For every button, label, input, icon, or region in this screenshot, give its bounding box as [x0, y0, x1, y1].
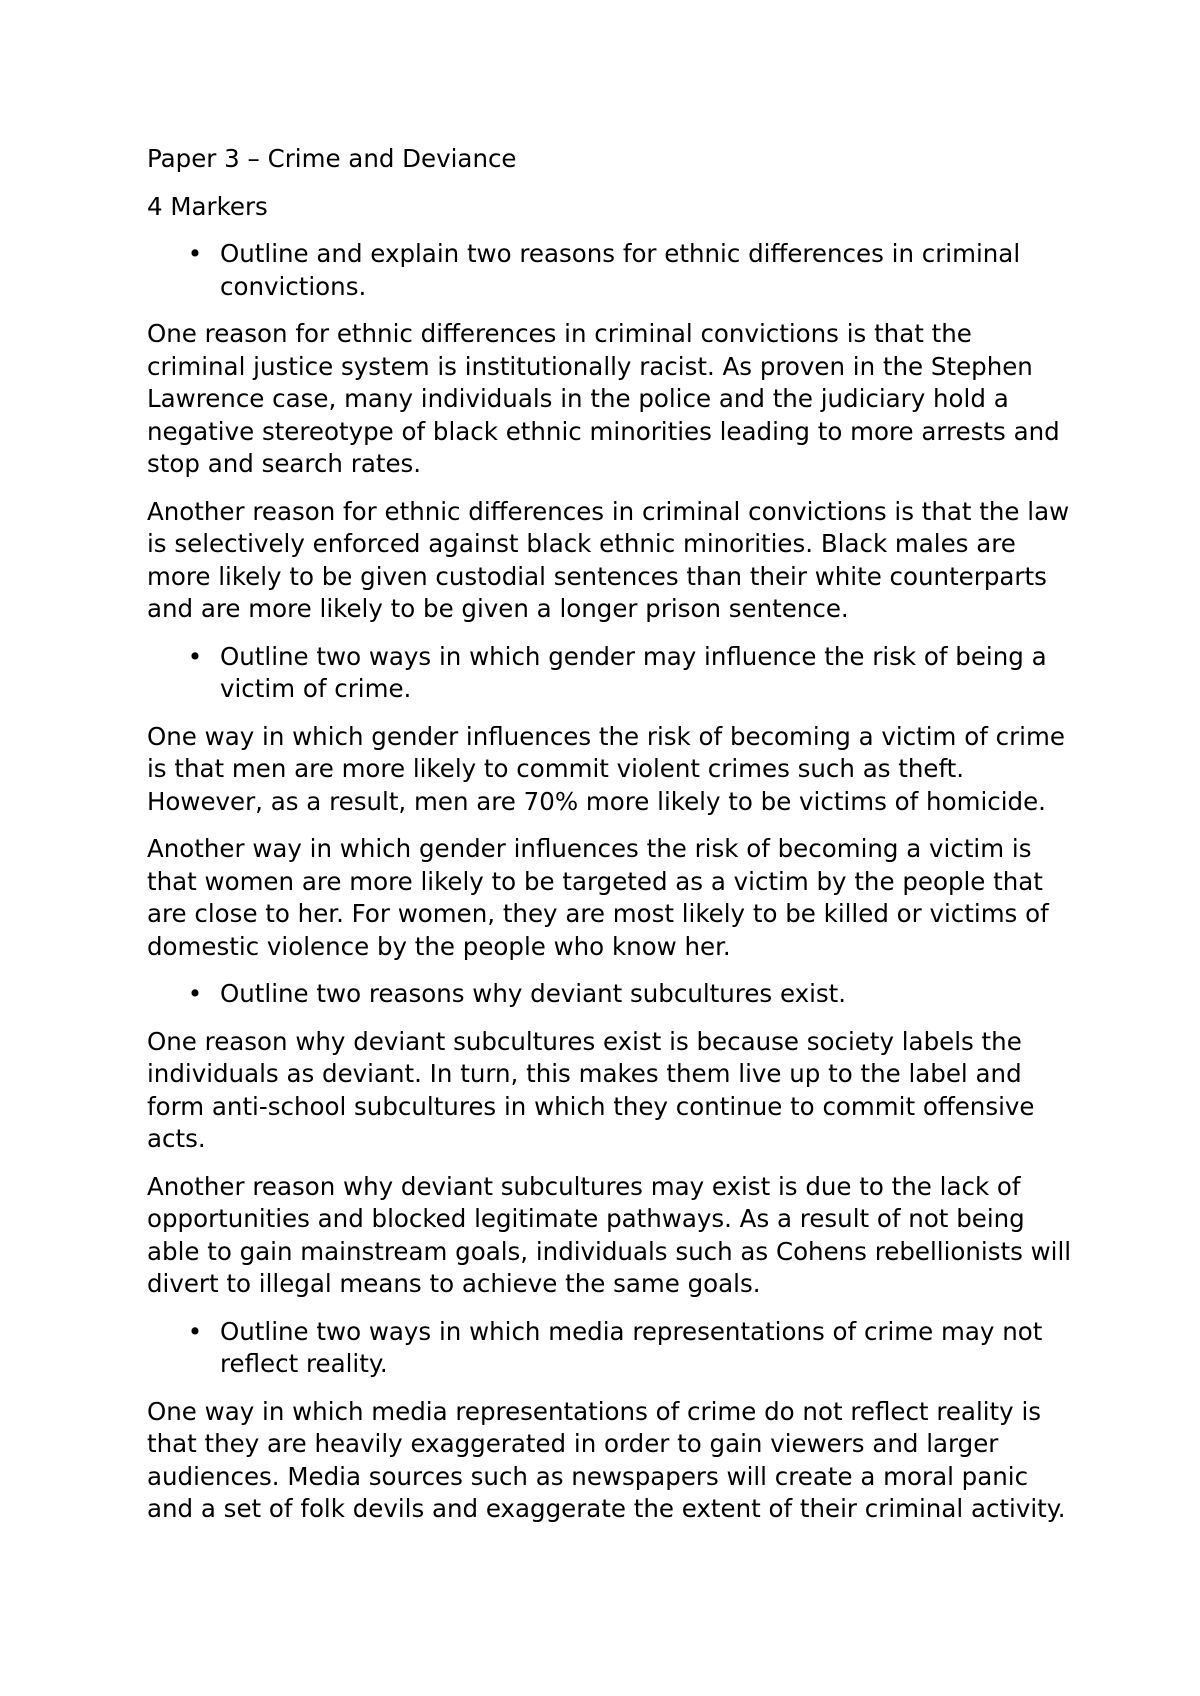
question-text: Outline and explain two reasons for ethnic differences in criminal convictions.	[220, 239, 1021, 301]
question-1	[147, 238, 1072, 303]
bullet-icon: •	[187, 239, 203, 268]
question-4	[147, 1316, 1072, 1381]
bullet-icon: •	[187, 641, 203, 671]
section-heading: 4 Markers	[147, 191, 268, 221]
answer-paragraph: One way in which media representations of crime do not reflect reality is that they are heavily exaggerated in order to gain viewers and larger audiences. Media sources such as newspapers will create a moral panic and a set of folk devils and exaggerate the extent of their criminal activity.	[147, 1396, 1066, 1523]
question-text: Outline two ways in which media representations of crime may not reflect reality.	[220, 1316, 1043, 1378]
document-title: Paper 3 – Crime and Deviance	[147, 144, 517, 173]
answer-paragraph: One way in which gender influences the risk of becoming a victim of crime is that men are more likely to commit violent crimes such as theft. However, as a result, men are 70% more likely to be victims of homicide.	[147, 721, 1065, 816]
answer-paragraph: Another reason for ethnic differences in criminal convictions is that the law is selectively enforced against black ethnic minorities. Black males are more likely to be given custodial sentences than their white counterparts and are more likely to be given a longer prison sentence.	[147, 496, 1070, 623]
question-2	[147, 641, 1072, 706]
question-text: Outline two ways in which gender may influence the risk of being a victim of crime.	[220, 641, 1047, 703]
bullet-icon: •	[187, 979, 203, 1008]
answer-paragraph: One reason for ethnic differences in criminal convictions is that the criminal justice system is institutionally racist. As proven in the Stephen Lawrence case, many individuals in the police and the judiciary hold a negative stereotype of black ethnic minorities leading to more arrests and stop and search rates.	[147, 319, 1060, 478]
answer-paragraph: One reason why deviant subcultures exist is because society labels the individuals as deviant. In turn, this makes them live up to the label and form anti-school subcultures in which they continue to commit offensive acts.	[147, 1026, 1035, 1153]
answer-paragraph: Another reason why deviant subcultures may exist is due to the lack of opportunities and blocked legitimate pathways. As a result of not being able to gain mainstream goals, individuals such as Cohens rebellionists will divert to illegal means to achieve the same goals.	[147, 1171, 1072, 1298]
answer-paragraph: Another way in which gender influences the risk of becoming a victim is that women are more likely to be targeted as a victim by the people that are close to her. For women, they are most likely to be killed or victims of domestic violence by the people who know her.	[147, 834, 1049, 961]
document-body	[147, 143, 1072, 1541]
question-3	[147, 978, 1072, 1011]
bullet-icon: •	[187, 1316, 203, 1346]
question-text: Outline two reasons why deviant subcultures exist.	[220, 979, 847, 1008]
